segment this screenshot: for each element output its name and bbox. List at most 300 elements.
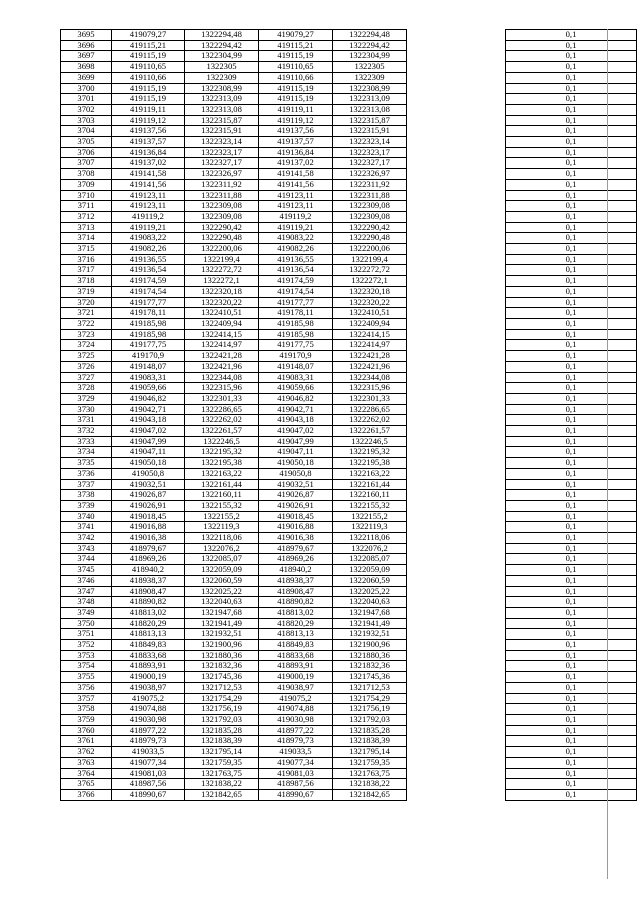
x-coordinate-cell: 419115,21	[112, 40, 185, 51]
point-number-cell: 3700	[61, 83, 112, 94]
y-coordinate-2-cell: 1321754,29	[333, 693, 407, 704]
y-coordinate-2-cell: 1322085,07	[333, 554, 407, 565]
y-coordinate-cell: 1321832,36	[185, 661, 259, 672]
tolerance-cell: 0,1	[506, 511, 637, 522]
tolerance-cell: 0,1	[506, 672, 637, 683]
point-number-cell: 3733	[61, 436, 112, 447]
x-coordinate-2-cell: 418820,29	[259, 618, 333, 629]
table-row	[61, 447, 637, 458]
y-coordinate-cell: 1322200,06	[185, 244, 259, 255]
x-coordinate-cell: 419038,97	[112, 682, 185, 693]
tolerance-cell: 0,1	[506, 650, 637, 661]
spacer-cell	[407, 158, 506, 169]
x-coordinate-2-cell: 419050,8	[259, 468, 333, 479]
spacer-cell	[407, 104, 506, 115]
tolerance-cell: 0,1	[506, 276, 637, 287]
spacer-cell	[407, 383, 506, 394]
y-coordinate-cell: 1322320,18	[185, 286, 259, 297]
y-coordinate-2-cell: 1322414,15	[333, 329, 407, 340]
x-coordinate-cell: 419046,82	[112, 393, 185, 404]
spacer-cell	[407, 404, 506, 415]
table-row	[61, 147, 637, 158]
point-number-cell: 3758	[61, 704, 112, 715]
y-coordinate-cell: 1321754,29	[185, 693, 259, 704]
y-coordinate-2-cell: 1322076,2	[333, 543, 407, 554]
x-coordinate-cell: 419119,12	[112, 115, 185, 126]
x-coordinate-cell: 419033,5	[112, 747, 185, 758]
point-number-cell: 3759	[61, 715, 112, 726]
y-coordinate-2-cell: 1322272,1	[333, 276, 407, 287]
y-coordinate-2-cell: 1321756,19	[333, 704, 407, 715]
tolerance-cell: 0,1	[506, 661, 637, 672]
y-coordinate-cell: 1322305	[185, 62, 259, 73]
spacer-cell	[407, 329, 506, 340]
point-number-cell: 3706	[61, 147, 112, 158]
table-row	[61, 757, 637, 768]
point-number-cell: 3743	[61, 543, 112, 554]
x-coordinate-cell: 419074,88	[112, 704, 185, 715]
spacer-cell	[407, 233, 506, 244]
tolerance-cell: 0,1	[506, 297, 637, 308]
x-coordinate-2-cell: 419137,56	[259, 126, 333, 137]
tolerance-cell: 0,1	[506, 693, 637, 704]
y-coordinate-2-cell: 1322200,06	[333, 244, 407, 255]
point-number-cell: 3754	[61, 661, 112, 672]
x-coordinate-2-cell: 419026,91	[259, 500, 333, 511]
y-coordinate-2-cell: 1322286,65	[333, 404, 407, 415]
point-number-cell: 3740	[61, 511, 112, 522]
point-number-cell: 3762	[61, 747, 112, 758]
y-coordinate-cell: 1322315,91	[185, 126, 259, 137]
tolerance-cell: 0,1	[506, 768, 637, 779]
x-coordinate-2-cell: 419178,11	[259, 308, 333, 319]
x-coordinate-cell: 419018,45	[112, 511, 185, 522]
table-row	[61, 265, 637, 276]
point-number-cell: 3753	[61, 650, 112, 661]
x-coordinate-cell: 419026,91	[112, 500, 185, 511]
table-row	[61, 137, 637, 148]
point-number-cell: 3695	[61, 30, 112, 41]
table-row	[61, 543, 637, 554]
spacer-cell	[407, 500, 506, 511]
y-coordinate-2-cell: 1322326,97	[333, 169, 407, 180]
x-coordinate-2-cell: 419115,19	[259, 83, 333, 94]
spacer-cell	[407, 522, 506, 533]
y-coordinate-2-cell: 1322309,08	[333, 201, 407, 212]
y-coordinate-2-cell: 1322305	[333, 62, 407, 73]
x-coordinate-2-cell: 419119,11	[259, 104, 333, 115]
x-coordinate-2-cell: 419136,55	[259, 254, 333, 265]
x-coordinate-cell: 419043,18	[112, 415, 185, 426]
point-number-cell: 3748	[61, 597, 112, 608]
y-coordinate-2-cell: 1321838,39	[333, 736, 407, 747]
x-coordinate-2-cell: 418979,73	[259, 736, 333, 747]
x-coordinate-cell: 419030,98	[112, 715, 185, 726]
x-coordinate-2-cell: 419119,21	[259, 222, 333, 233]
tolerance-cell: 0,1	[506, 201, 637, 212]
y-coordinate-2-cell: 1322414,97	[333, 340, 407, 351]
y-coordinate-2-cell: 1322155,32	[333, 500, 407, 511]
x-coordinate-cell: 419016,38	[112, 533, 185, 544]
y-coordinate-2-cell: 1322261,57	[333, 426, 407, 437]
tolerance-cell: 0,1	[506, 415, 637, 426]
table-row	[61, 201, 637, 212]
x-coordinate-cell: 419115,19	[112, 51, 185, 62]
y-coordinate-cell: 1322163,22	[185, 468, 259, 479]
y-coordinate-2-cell: 1322410,51	[333, 308, 407, 319]
tolerance-cell: 0,1	[506, 158, 637, 169]
x-coordinate-2-cell: 419185,98	[259, 318, 333, 329]
y-coordinate-cell: 1322040,63	[185, 597, 259, 608]
table-row	[61, 618, 637, 629]
table-row	[61, 650, 637, 661]
point-number-cell: 3713	[61, 222, 112, 233]
spacer-cell	[407, 190, 506, 201]
x-coordinate-2-cell: 418813,13	[259, 629, 333, 640]
tolerance-cell: 0,1	[506, 575, 637, 586]
x-coordinate-cell: 418813,13	[112, 629, 185, 640]
x-coordinate-cell: 418849,83	[112, 640, 185, 651]
x-coordinate-2-cell: 419050,18	[259, 458, 333, 469]
spacer-cell	[407, 372, 506, 383]
y-coordinate-cell: 1322261,57	[185, 426, 259, 437]
x-coordinate-cell: 418820,29	[112, 618, 185, 629]
tolerance-cell: 0,1	[506, 190, 637, 201]
table-row	[61, 693, 637, 704]
point-number-cell: 3735	[61, 458, 112, 469]
y-coordinate-2-cell: 1321712,53	[333, 682, 407, 693]
y-coordinate-2-cell: 1322195,38	[333, 458, 407, 469]
spacer-cell	[407, 222, 506, 233]
x-coordinate-cell: 419079,27	[112, 30, 185, 41]
table-row	[61, 554, 637, 565]
tolerance-cell: 0,1	[506, 629, 637, 640]
spacer-cell	[407, 640, 506, 651]
point-number-cell: 3698	[61, 62, 112, 73]
x-coordinate-2-cell: 419038,97	[259, 682, 333, 693]
spacer-cell	[407, 254, 506, 265]
tolerance-cell: 0,1	[506, 597, 637, 608]
point-number-cell: 3702	[61, 104, 112, 115]
point-number-cell: 3714	[61, 233, 112, 244]
x-coordinate-2-cell: 419030,98	[259, 715, 333, 726]
spacer-cell	[407, 586, 506, 597]
y-coordinate-2-cell: 1322119,3	[333, 522, 407, 533]
x-coordinate-2-cell: 419033,5	[259, 747, 333, 758]
x-coordinate-2-cell: 418990,67	[259, 789, 333, 800]
point-number-cell: 3734	[61, 447, 112, 458]
x-coordinate-cell: 419123,11	[112, 201, 185, 212]
x-coordinate-cell: 419082,26	[112, 244, 185, 255]
point-number-cell: 3746	[61, 575, 112, 586]
x-coordinate-cell: 419185,98	[112, 329, 185, 340]
x-coordinate-2-cell: 419123,11	[259, 201, 333, 212]
x-coordinate-cell: 419177,77	[112, 297, 185, 308]
table-row	[61, 511, 637, 522]
table-row	[61, 83, 637, 94]
x-coordinate-2-cell: 419177,77	[259, 297, 333, 308]
x-coordinate-2-cell: 419115,19	[259, 94, 333, 105]
point-number-cell: 3705	[61, 137, 112, 148]
table-row	[61, 233, 637, 244]
point-number-cell: 3712	[61, 211, 112, 222]
y-coordinate-cell: 1322161,44	[185, 479, 259, 490]
x-coordinate-cell: 419081,03	[112, 768, 185, 779]
x-coordinate-cell: 419075,2	[112, 693, 185, 704]
x-coordinate-cell: 419032,51	[112, 479, 185, 490]
spacer-cell	[407, 736, 506, 747]
table-row	[61, 62, 637, 73]
y-coordinate-cell: 1322085,07	[185, 554, 259, 565]
tolerance-cell: 0,1	[506, 618, 637, 629]
spacer-cell	[407, 415, 506, 426]
table-row	[61, 169, 637, 180]
y-coordinate-cell: 1322301,33	[185, 393, 259, 404]
spacer-cell	[407, 565, 506, 576]
spacer-cell	[407, 682, 506, 693]
y-coordinate-2-cell: 1322320,22	[333, 297, 407, 308]
y-coordinate-2-cell: 1322323,17	[333, 147, 407, 158]
y-coordinate-cell: 1322309,08	[185, 201, 259, 212]
y-coordinate-cell: 1322414,15	[185, 329, 259, 340]
x-coordinate-2-cell: 419047,02	[259, 426, 333, 437]
x-coordinate-cell: 418969,26	[112, 554, 185, 565]
y-coordinate-cell: 1321763,75	[185, 768, 259, 779]
tolerance-cell: 0,1	[506, 479, 637, 490]
tolerance-cell: 0,1	[506, 736, 637, 747]
y-coordinate-cell: 1322076,2	[185, 543, 259, 554]
table-row	[61, 72, 637, 83]
table-row	[61, 715, 637, 726]
table-row	[61, 340, 637, 351]
y-coordinate-2-cell: 1321792,03	[333, 715, 407, 726]
y-coordinate-2-cell: 1322308,99	[333, 83, 407, 94]
y-coordinate-2-cell: 1322290,42	[333, 222, 407, 233]
point-number-cell: 3704	[61, 126, 112, 137]
x-coordinate-2-cell: 419082,26	[259, 244, 333, 255]
tolerance-cell: 0,1	[506, 565, 637, 576]
x-coordinate-2-cell: 419177,75	[259, 340, 333, 351]
y-coordinate-cell: 1322311,92	[185, 179, 259, 190]
point-number-cell: 3728	[61, 383, 112, 394]
tolerance-cell: 0,1	[506, 607, 637, 618]
x-coordinate-2-cell: 419110,65	[259, 62, 333, 73]
table-row	[61, 276, 637, 287]
x-coordinate-cell: 418987,56	[112, 779, 185, 790]
x-coordinate-2-cell: 418977,22	[259, 725, 333, 736]
spacer-cell	[407, 693, 506, 704]
tolerance-cell: 0,1	[506, 500, 637, 511]
y-coordinate-cell: 1321756,19	[185, 704, 259, 715]
tolerance-cell: 0,1	[506, 233, 637, 244]
x-coordinate-cell: 419174,59	[112, 276, 185, 287]
spacer-cell	[407, 51, 506, 62]
x-coordinate-2-cell: 419141,58	[259, 169, 333, 180]
point-number-cell: 3757	[61, 693, 112, 704]
y-coordinate-2-cell: 1322315,96	[333, 383, 407, 394]
y-coordinate-cell: 1322155,2	[185, 511, 259, 522]
table-row	[61, 725, 637, 736]
spacer-cell	[407, 490, 506, 501]
tolerance-cell: 0,1	[506, 169, 637, 180]
tolerance-cell: 0,1	[506, 426, 637, 437]
tolerance-cell: 0,1	[506, 554, 637, 565]
point-number-cell: 3766	[61, 789, 112, 800]
y-coordinate-cell: 1322290,42	[185, 222, 259, 233]
table-row	[61, 789, 637, 800]
tolerance-cell: 0,1	[506, 682, 637, 693]
y-coordinate-2-cell: 1322309	[333, 72, 407, 83]
x-coordinate-cell: 419050,8	[112, 468, 185, 479]
y-coordinate-2-cell: 1322163,22	[333, 468, 407, 479]
x-coordinate-2-cell: 419077,34	[259, 757, 333, 768]
y-coordinate-cell: 1322313,08	[185, 104, 259, 115]
table-row	[61, 30, 637, 41]
tolerance-cell: 0,1	[506, 383, 637, 394]
tolerance-cell: 0,1	[506, 147, 637, 158]
table-row	[61, 190, 637, 201]
y-coordinate-cell: 1322294,48	[185, 30, 259, 41]
x-coordinate-2-cell: 419081,03	[259, 768, 333, 779]
y-coordinate-2-cell: 1322311,92	[333, 179, 407, 190]
y-coordinate-cell: 1322160,11	[185, 490, 259, 501]
x-coordinate-2-cell: 419046,82	[259, 393, 333, 404]
tolerance-cell: 0,1	[506, 318, 637, 329]
tolerance-cell: 0,1	[506, 522, 637, 533]
x-coordinate-2-cell: 419026,87	[259, 490, 333, 501]
tolerance-cell: 0,1	[506, 436, 637, 447]
point-number-cell: 3742	[61, 533, 112, 544]
table-row	[61, 329, 637, 340]
tolerance-cell: 0,1	[506, 222, 637, 233]
x-coordinate-cell: 419083,31	[112, 372, 185, 383]
tolerance-cell: 0,1	[506, 308, 637, 319]
tolerance-cell: 0,1	[506, 115, 637, 126]
point-number-cell: 3763	[61, 757, 112, 768]
x-coordinate-cell: 418977,22	[112, 725, 185, 736]
spacer-cell	[407, 72, 506, 83]
y-coordinate-2-cell: 1322161,44	[333, 479, 407, 490]
y-coordinate-2-cell: 1321842,65	[333, 789, 407, 800]
point-number-cell: 3715	[61, 244, 112, 255]
table-row	[61, 179, 637, 190]
tolerance-cell: 0,1	[506, 137, 637, 148]
x-coordinate-cell: 419185,98	[112, 318, 185, 329]
x-coordinate-cell: 419137,02	[112, 158, 185, 169]
x-coordinate-2-cell: 419185,98	[259, 329, 333, 340]
point-number-cell: 3738	[61, 490, 112, 501]
spacer-cell	[407, 30, 506, 41]
y-coordinate-cell: 1322421,96	[185, 361, 259, 372]
tolerance-cell: 0,1	[506, 94, 637, 105]
point-number-cell: 3749	[61, 607, 112, 618]
y-coordinate-cell: 1322059,09	[185, 565, 259, 576]
y-coordinate-cell: 1322327,17	[185, 158, 259, 169]
x-coordinate-2-cell: 419075,2	[259, 693, 333, 704]
y-coordinate-2-cell: 1322344,08	[333, 372, 407, 383]
y-coordinate-2-cell: 1322290,48	[333, 233, 407, 244]
x-coordinate-2-cell: 419119,12	[259, 115, 333, 126]
spacer-cell	[407, 661, 506, 672]
spacer-cell	[407, 672, 506, 683]
table-row	[61, 40, 637, 51]
x-coordinate-cell: 419050,18	[112, 458, 185, 469]
point-number-cell: 3703	[61, 115, 112, 126]
y-coordinate-cell: 1322323,14	[185, 137, 259, 148]
spacer-cell	[407, 126, 506, 137]
tolerance-cell: 0,1	[506, 543, 637, 554]
x-coordinate-cell: 419178,11	[112, 308, 185, 319]
x-coordinate-cell: 419000,19	[112, 672, 185, 683]
y-coordinate-2-cell: 1322246,5	[333, 436, 407, 447]
x-coordinate-2-cell: 418940,2	[259, 565, 333, 576]
page-margin-rule	[607, 29, 608, 879]
table-row	[61, 372, 637, 383]
y-coordinate-cell: 1322344,08	[185, 372, 259, 383]
spacer-cell	[407, 244, 506, 255]
tolerance-cell: 0,1	[506, 779, 637, 790]
spacer-cell	[407, 618, 506, 629]
table-row	[61, 607, 637, 618]
point-number-cell: 3718	[61, 276, 112, 287]
x-coordinate-cell: 419110,65	[112, 62, 185, 73]
y-coordinate-2-cell: 1321880,36	[333, 650, 407, 661]
tolerance-cell: 0,1	[506, 747, 637, 758]
tolerance-cell: 0,1	[506, 340, 637, 351]
point-number-cell: 3701	[61, 94, 112, 105]
y-coordinate-2-cell: 1322315,91	[333, 126, 407, 137]
y-coordinate-2-cell: 1322323,14	[333, 137, 407, 148]
x-coordinate-2-cell: 419136,84	[259, 147, 333, 158]
x-coordinate-cell: 418938,37	[112, 575, 185, 586]
x-coordinate-cell: 419077,34	[112, 757, 185, 768]
y-coordinate-2-cell: 1322160,11	[333, 490, 407, 501]
x-coordinate-2-cell: 418908,47	[259, 586, 333, 597]
y-coordinate-cell: 1322421,28	[185, 351, 259, 362]
table-row	[61, 415, 637, 426]
spacer-cell	[407, 62, 506, 73]
y-coordinate-2-cell: 1321947,68	[333, 607, 407, 618]
coordinates-table	[60, 29, 637, 801]
tolerance-cell: 0,1	[506, 458, 637, 469]
spacer-cell	[407, 629, 506, 640]
x-coordinate-2-cell: 419115,19	[259, 51, 333, 62]
table-row	[61, 308, 637, 319]
x-coordinate-cell: 419170,9	[112, 351, 185, 362]
table-row	[61, 51, 637, 62]
y-coordinate-2-cell: 1322060,59	[333, 575, 407, 586]
point-number-cell: 3744	[61, 554, 112, 565]
x-coordinate-cell: 419148,07	[112, 361, 185, 372]
x-coordinate-cell: 419177,75	[112, 340, 185, 351]
x-coordinate-cell: 419047,11	[112, 447, 185, 458]
point-number-cell: 3721	[61, 308, 112, 319]
x-coordinate-2-cell: 419174,54	[259, 286, 333, 297]
spacer-cell	[407, 340, 506, 351]
spacer-cell	[407, 543, 506, 554]
point-number-cell: 3719	[61, 286, 112, 297]
point-number-cell: 3711	[61, 201, 112, 212]
tolerance-cell: 0,1	[506, 72, 637, 83]
point-number-cell: 3731	[61, 415, 112, 426]
y-coordinate-2-cell: 1322262,02	[333, 415, 407, 426]
point-number-cell: 3722	[61, 318, 112, 329]
y-coordinate-2-cell: 1321745,36	[333, 672, 407, 683]
y-coordinate-cell: 1321835,28	[185, 725, 259, 736]
tolerance-cell: 0,1	[506, 40, 637, 51]
x-coordinate-cell: 419119,21	[112, 222, 185, 233]
x-coordinate-cell: 419123,11	[112, 190, 185, 201]
